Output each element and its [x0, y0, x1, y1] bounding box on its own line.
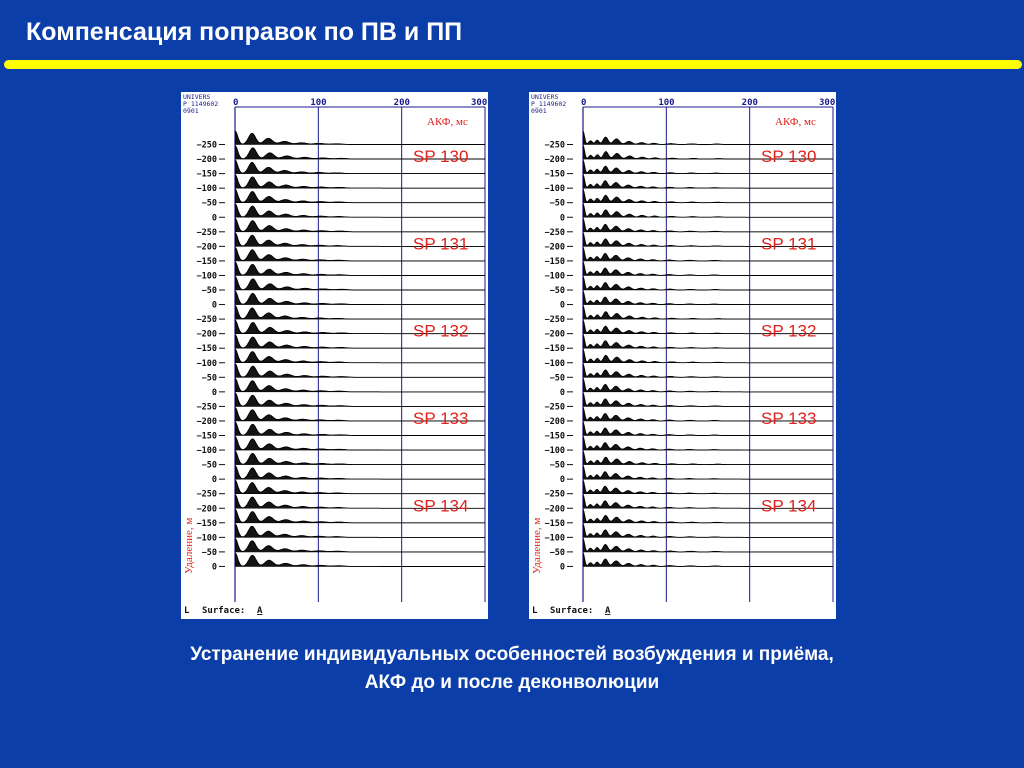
trace-fill — [235, 175, 485, 189]
offset-tick-label: 0 — [211, 213, 217, 224]
y-axis-label: Удаление, м — [531, 517, 543, 574]
offset-tick-label: −150 — [196, 431, 217, 442]
trace-fill — [235, 291, 485, 305]
sp-group-label: SP 134 — [413, 496, 469, 516]
offset-tick-label: 0 — [559, 387, 565, 398]
offset-tick-label: −100 — [544, 184, 565, 195]
trace-line — [583, 553, 833, 567]
offset-tick-label: −50 — [549, 373, 565, 384]
offset-tick-label: 0 — [211, 475, 217, 486]
offset-tick-label: −50 — [549, 198, 565, 209]
footer-surface-value: A — [605, 606, 611, 616]
offset-tick-label: −200 — [196, 504, 217, 515]
offset-tick-label: 0 — [211, 387, 217, 398]
acf-chart-after — [529, 92, 836, 619]
trace-fill — [235, 306, 485, 320]
trace-line — [583, 291, 833, 305]
trace-fill — [235, 480, 485, 494]
offset-tick-label: −200 — [196, 242, 217, 253]
trace-line — [583, 131, 833, 145]
acf-panel-before — [181, 92, 488, 619]
trace-fill — [235, 378, 485, 392]
caption-line-1: Устранение индивидуальных особенностей возбуждения и приёма, — [190, 644, 834, 665]
offset-tick-label: −200 — [544, 504, 565, 515]
header-text-line: UNIVERS — [531, 93, 559, 101]
trace-line — [583, 189, 833, 203]
offset-tick-label: −50 — [201, 286, 217, 296]
offset-tick-label: −150 — [544, 256, 565, 267]
trace-fill — [235, 262, 485, 276]
offset-tick-label: −100 — [196, 271, 217, 282]
trace-line — [583, 306, 833, 320]
offset-tick-label: −250 — [196, 140, 217, 151]
trace-fill — [235, 189, 485, 203]
offset-tick-label: −200 — [544, 416, 565, 427]
trace-line — [583, 349, 833, 363]
trace-line — [583, 364, 833, 378]
offset-tick-label: −200 — [544, 329, 565, 340]
header-text-line: 0901 — [531, 107, 547, 115]
trace-line — [583, 393, 833, 407]
offset-tick-label: −100 — [196, 184, 217, 195]
x-tick-label: 200 — [393, 98, 410, 108]
trace-fill — [235, 524, 485, 538]
offset-tick-label: −150 — [196, 256, 217, 267]
offset-tick-label: −50 — [549, 286, 565, 296]
trace-line — [583, 218, 833, 232]
offset-tick-label: −150 — [544, 518, 565, 529]
offset-tick-label: −100 — [196, 446, 217, 457]
trace-line — [583, 466, 833, 480]
sp-group-label: SP 131 — [761, 234, 817, 254]
offset-tick-label: −250 — [196, 315, 217, 326]
offset-tick-label: −150 — [544, 431, 565, 442]
offset-tick-label: −150 — [196, 344, 217, 355]
offset-tick-label: −100 — [544, 271, 565, 282]
title-underline — [4, 60, 1022, 69]
offset-tick-label: −250 — [544, 489, 565, 500]
offset-tick-label: −250 — [544, 315, 565, 326]
trace-line — [583, 175, 833, 189]
sp-group-label: SP 131 — [413, 234, 469, 254]
offset-tick-label: −50 — [201, 460, 217, 471]
trace-fill — [235, 131, 485, 145]
trace-line — [583, 451, 833, 465]
header-text-line: P_1149602 — [183, 100, 219, 108]
offset-tick-label: −50 — [549, 547, 565, 558]
x-axis-label: АКФ, мс — [427, 116, 468, 128]
x-axis-label: АКФ, мс — [775, 116, 816, 128]
slide-caption — [0, 641, 1024, 697]
trace-line — [583, 378, 833, 392]
offset-tick-label: −100 — [196, 533, 217, 544]
offset-tick-label: −100 — [544, 446, 565, 457]
x-tick-label: 100 — [310, 98, 327, 108]
offset-tick-label: 0 — [559, 475, 565, 486]
offset-tick-label: −50 — [201, 547, 217, 558]
trace-line — [583, 204, 833, 218]
offset-tick-label: −100 — [544, 358, 565, 369]
trace-fill — [235, 451, 485, 465]
offset-tick-label: 0 — [559, 562, 565, 573]
sp-group-label: SP 132 — [413, 321, 469, 341]
slide-title: Компенсация поправок по ПВ и ПП — [26, 18, 463, 46]
trace-fill — [235, 218, 485, 232]
footer-l: L — [184, 606, 190, 616]
trace-fill — [235, 553, 485, 567]
trace-line — [583, 436, 833, 450]
trace-line — [583, 524, 833, 538]
trace-line — [583, 276, 833, 290]
offset-tick-label: 0 — [211, 562, 217, 573]
offset-tick-label: −50 — [549, 460, 565, 471]
offset-tick-label: −250 — [196, 227, 217, 238]
header-text-line: 0901 — [183, 107, 199, 115]
offset-tick-label: 0 — [211, 300, 217, 311]
offset-tick-label: −100 — [544, 533, 565, 544]
offset-tick-label: −150 — [544, 169, 565, 180]
sp-group-label: SP 130 — [761, 147, 817, 167]
trace-fill — [235, 276, 485, 290]
acf-chart-before — [181, 92, 488, 619]
sp-group-label: SP 134 — [761, 496, 817, 516]
trace-fill — [235, 349, 485, 363]
footer-surface-value: A — [257, 606, 263, 616]
offset-tick-label: −200 — [196, 416, 217, 427]
offset-tick-label: −200 — [196, 329, 217, 340]
offset-tick-label: 0 — [559, 300, 565, 311]
x-tick-label: 0 — [233, 98, 239, 108]
offset-tick-label: −150 — [196, 518, 217, 529]
offset-tick-label: −250 — [544, 402, 565, 413]
x-tick-label: 200 — [741, 98, 758, 108]
offset-tick-label: 0 — [559, 213, 565, 224]
x-tick-label: 100 — [658, 98, 675, 108]
x-tick-label: 300 — [819, 98, 836, 108]
header-text-line: P_1149602 — [531, 100, 567, 108]
offset-tick-label: −150 — [196, 169, 217, 180]
offset-tick-label: −50 — [201, 373, 217, 384]
sp-group-label: SP 133 — [761, 408, 817, 428]
offset-tick-label: −200 — [544, 155, 565, 166]
acf-panel-after — [529, 92, 836, 619]
sp-group-label: SP 130 — [413, 147, 469, 167]
offset-tick-label: −200 — [196, 155, 217, 166]
footer-l: L — [532, 606, 538, 616]
trace-fill — [235, 538, 485, 552]
offset-tick-label: −100 — [196, 358, 217, 369]
footer-surface: Surface: — [550, 606, 594, 616]
offset-tick-label: −250 — [544, 227, 565, 238]
offset-tick-label: −250 — [544, 140, 565, 151]
trace-fill — [235, 364, 485, 378]
trace-line — [583, 538, 833, 552]
sp-group-label: SP 133 — [413, 408, 469, 428]
trace-line — [583, 480, 833, 494]
footer-surface: Surface: — [202, 606, 246, 616]
offset-tick-label: −50 — [201, 198, 217, 209]
offset-tick-label: −200 — [544, 242, 565, 253]
offset-tick-label: −150 — [544, 344, 565, 355]
x-tick-label: 300 — [471, 98, 488, 108]
trace-fill — [235, 204, 485, 218]
trace-fill — [235, 393, 485, 407]
offset-tick-label: −250 — [196, 489, 217, 500]
sp-group-label: SP 132 — [761, 321, 817, 341]
trace-line — [583, 262, 833, 276]
trace-fill — [235, 466, 485, 480]
y-axis-label: Удаление, м — [183, 517, 195, 574]
trace-fill — [235, 436, 485, 450]
caption-line-2: АКФ до и после деконволюции — [364, 672, 660, 693]
header-text-line: UNIVERS — [183, 93, 211, 101]
offset-tick-label: −250 — [196, 402, 217, 413]
x-tick-label: 0 — [581, 98, 587, 108]
